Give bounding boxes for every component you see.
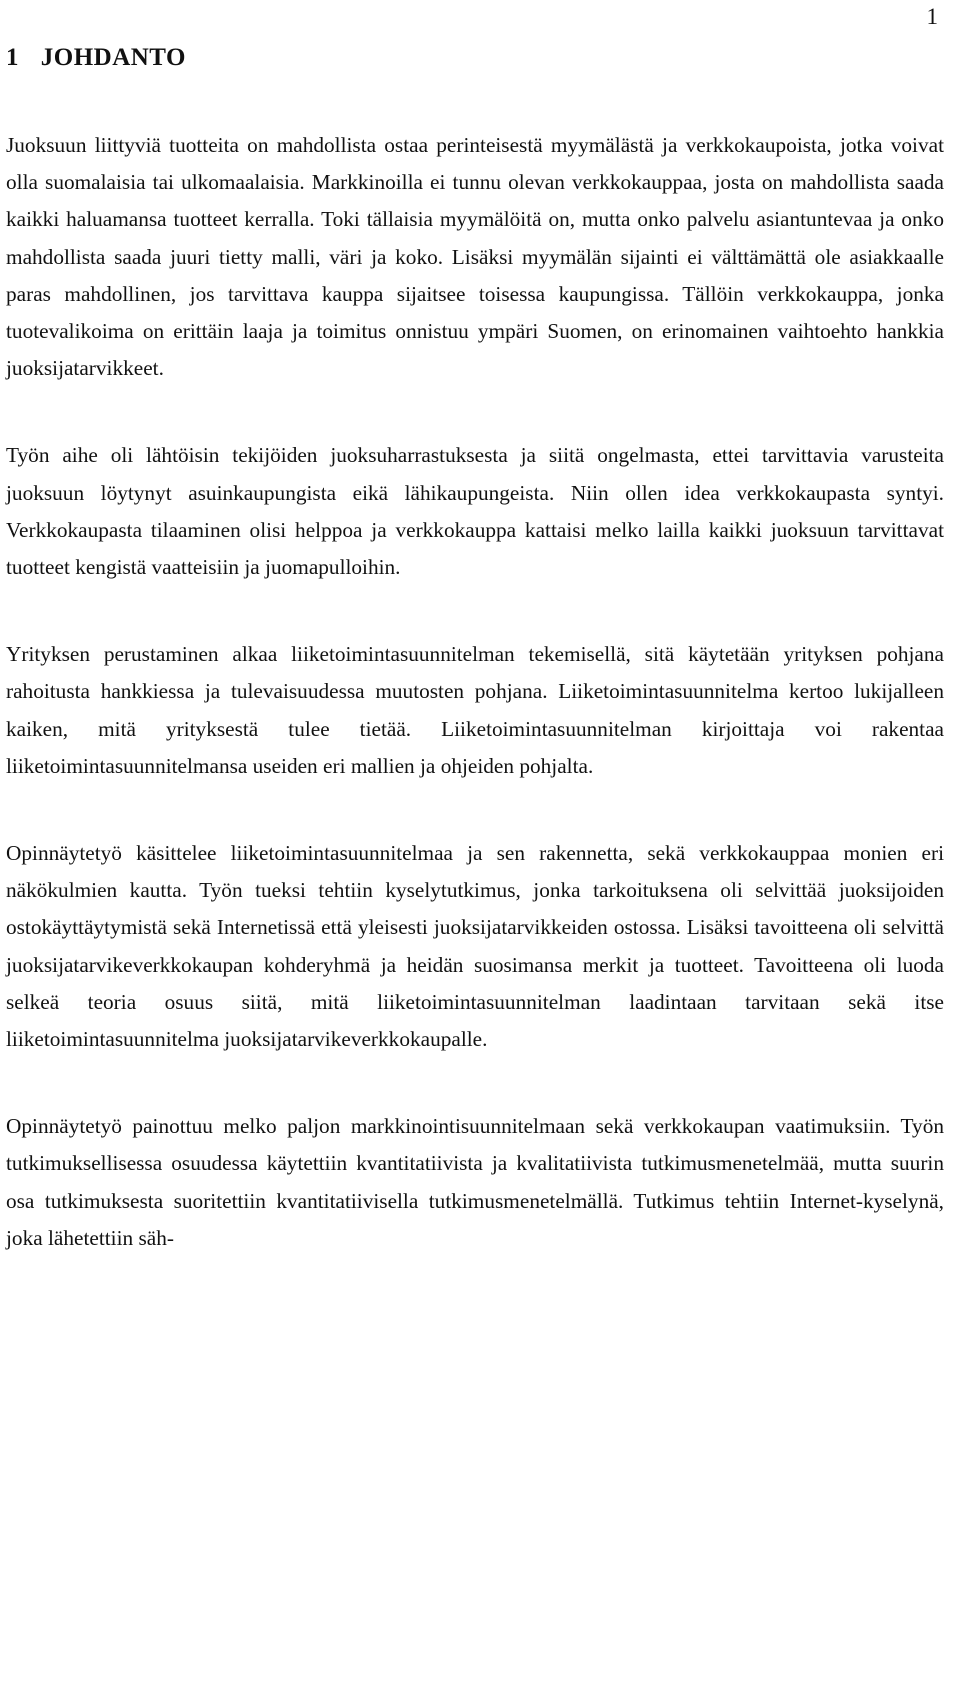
chapter-title: JOHDANTO <box>40 44 186 71</box>
paragraph: Työn aihe oli lähtöisin tekijöiden juoksuharrastuksesta ja siitä ongelmasta, ettei tarvittavia varusteita juoksuun löytynyt asuinkaupungista eikä lähikaupungeista. Niin ollen idea verkkokaupasta syntyi. Verkkokaupasta tilaaminen olisi helppoa ja verkkokauppa kattaisi melko lailla kaikki juoksuun tarvittavat tuotteet kengistä vaatteisiin ja juomapulloihin. <box>6 443 944 580</box>
chapter-heading <box>6 44 186 72</box>
body-text <box>6 127 944 1307</box>
paragraph: Opinnäytetyö käsittelee liiketoimintasuunnitelmaa ja sen rakennetta, sekä verkkokauppaa monien eri näkökulmien kautta. Työn tueksi tehtiin kyselytutkimus, jonka tarkoituksena oli selvittää juoksijoiden ostokäyttäytymistä sekä Internetissä että yleisesti juoksijatarvikkeiden ostossa. Lisäksi tavoitteena oli selvittä juoksijatarvikeverkkokaupan kohderyhmä ja heidän suosimansa merkit ja tuotteet. Tavoitteena oli luoda selkeä teoria osuus siitä, mitä liiketoimintasuunnitelman laadintaan tarvitaan sekä itse liiketoimintasuunnitelma juoksijatarvikeverkkokaupalle. <box>6 841 944 1052</box>
paragraph: Yrityksen perustaminen alkaa liiketoimintasuunnitelman tekemisellä, sitä käytetään yrityksen pohjana rahoitusta hankkiessa ja tulevaisuudessa muutosten pohjana. Liiketoimintasuunnitelma kertoo lukijalleen kaiken, mitä yrityksestä tulee tietää. Liiketoimintasuunnitelman kirjoittaja voi rakentaa liiketoimintasuunnitelmansa useiden eri mallien ja ohjeiden pohjalta. <box>6 642 944 778</box>
paragraph: Juoksuun liittyviä tuotteita on mahdollista ostaa perinteisestä myymälästä ja verkkokaupoista, jotka voivat olla suomalaisia tai ulkomaalaisia. Markkinoilla ei tunnu olevan verkkokauppaa, josta on mahdollista saada kaikki haluamansa tuotteet kerralla. Toki tällaisia myymälöitä on, mutta onko palvelu asiantuntevaa ja onko mahdollista saada juuri tietty malli, väri ja koko. Lisäksi myymälän sijainti ei välttämättä ole asiakkaalle paras mahdollinen, jos tarvittava kauppa sijaitsee toisessa kaupungissa. Tällöin verkkokauppa, jonka tuotevalikoima on erittäin laaja ja toimitus onnistuu ympäri Suomen, on erinomainen vaihtoehto hankkia juoksijatarvikkeet. <box>6 133 944 381</box>
chapter-number: 1 <box>6 44 19 71</box>
page-number: 1 <box>926 4 938 29</box>
paragraph: Opinnäytetyö painottuu melko paljon markkinointisuunnitelmaan sekä verkkokaupan vaatimuksiin. Työn tutkimuksellisessa osuudessa käytettiin kvantitatiivista ja kvalitatiivista tutkimusmenetelmää, mutta suurin osa tutkimuksesta suoritettiin kvantitatiivisella tutkimusmenetelmällä. Tutkimus tehtiin Internet-kyselynä, joka lähetettiin säh- <box>6 1114 944 1250</box>
